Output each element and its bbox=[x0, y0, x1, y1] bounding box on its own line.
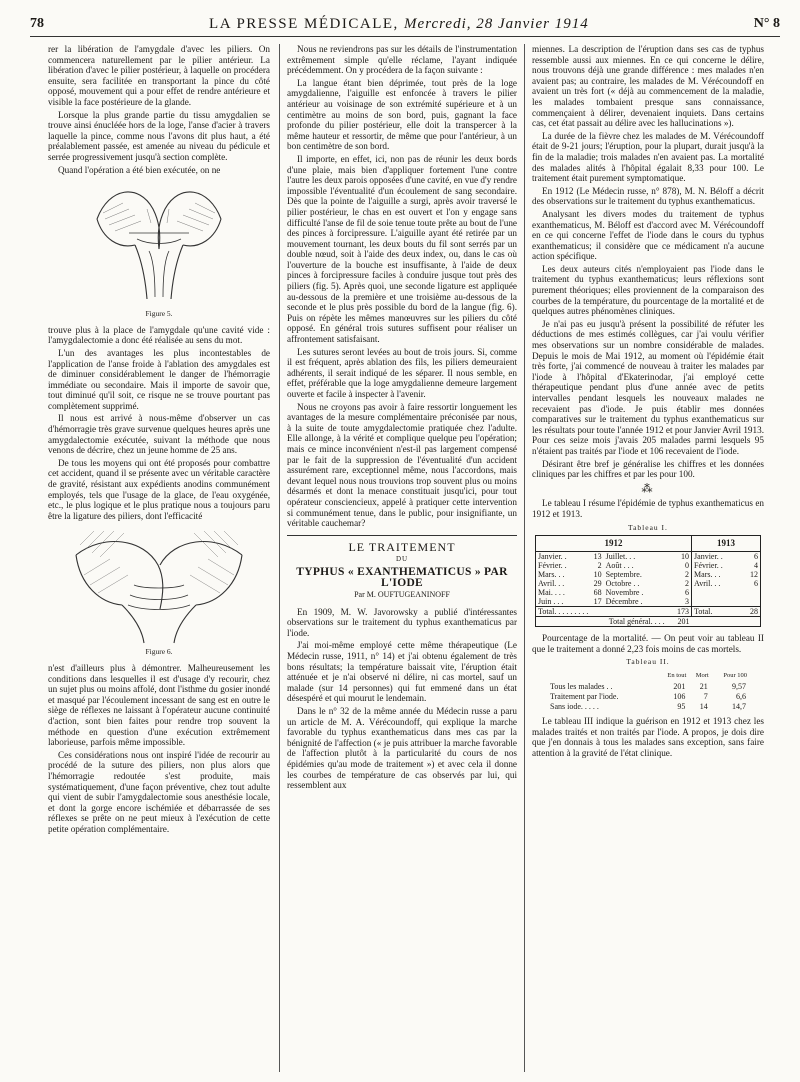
table-total-1913: 28 bbox=[742, 607, 761, 617]
table-cell: 95 bbox=[677, 701, 686, 711]
table-total-row bbox=[536, 607, 761, 617]
article-divider bbox=[287, 535, 517, 536]
table-header-row bbox=[548, 670, 748, 682]
issue-number: N° 8 bbox=[753, 16, 780, 31]
figure-6-caption: Figure 6. bbox=[145, 647, 173, 657]
paragraph: Je n'ai pas eu jusqu'à présent la possibilité de réfuter les déductions de mes estimés collègues, car j'ai voulu vérifier mes observations sur un nombre considérable de malades. Depuis le mois de Mai 1912, au moment où l'épidémie était très forte, j'ai commencé de nouveau à traiter les malades par l'iode à l'hôpital d'Ekaterinodar, j'ai employé cette thérapeutique pendant plus d'une année avec de petits intervalles pendant lesquels les nouveaux malades ne recevaient pas d'iode. Je puis établir mes données comparatives sur le traitement du typhus exanthematicus sur les résultats pour toute l'année 1912 et pour Janvier Avril 1913. Pour ces seize mois j'avais 205 malades parmi lesquels 95 n'étaient pas traités par l'iode et 106 recevaient de l'iode. bbox=[532, 318, 764, 456]
table-grand-total: 201 bbox=[667, 617, 692, 627]
table-cell: 106 bbox=[673, 691, 686, 701]
table-cell: 10 bbox=[593, 570, 602, 580]
table-cell: 6 bbox=[754, 552, 758, 562]
table-cell: Juillet. . . bbox=[605, 552, 636, 562]
table-cell: Traitement par l'iode. bbox=[550, 691, 619, 701]
table-cell: Avril. . . bbox=[694, 579, 721, 589]
table-header: En tout bbox=[667, 671, 687, 679]
table-cell: 17 bbox=[593, 597, 602, 607]
table-total-label: Total. bbox=[692, 607, 742, 617]
table-cell: Janvier. . bbox=[694, 552, 723, 562]
paragraph: J'ai moi-même employé cette même thérapeutique (Le Médecin russe, 1911, n° 14) et j'ai obtenu également de très bons résultats; la température baissait vite, l'éruption était atténuée et je n'ai observé ni délire, ni cas mortel, sauf un malade (sur 14 personnes) qui fut emmené dans un état désespéré et qui mourut le lendemain. bbox=[287, 640, 517, 704]
paragraph: miennes. La description de l'éruption dans ses cas de typhus ressemble aussi aux miennes. En ce qui concerne le délire, nous trouvons déjà une grande différence : mes malades n'en avaient pas; au contraire, les malades de M. Vérécoundoff en avaient un très fort (« déjà au commencement de la maladie, les malades tombaient presque sans connaissance, commençaient à délirer, devenaient inquiets. Dans certains cas, cet état passait au délire avec les hallucinations »). bbox=[532, 44, 764, 129]
paragraph: En 1909, M. W. Javorowsky a publié d'intéressantes observations sur le traitement du typhus exanthematicus par l'iode. bbox=[287, 606, 517, 638]
table-1-caption: Tableau I. bbox=[628, 522, 668, 532]
section-asterism: ⁂ bbox=[641, 482, 655, 495]
table-cell: Décembre . bbox=[605, 597, 643, 607]
figure-5-caption: Figure 5. bbox=[145, 309, 173, 319]
paragraph: La langue étant bien déprimée, tout près de la loge amygdalienne, l'aiguille est enfoncée à travers le pilier antérieur au voisinage de son extrémité supérieure et à un centimètre au moins de son bord, puis, gagnant la face profonde du pilier postérieur, elle doit la transpercer à la même hauteur et ressortir, de même que pour l'antérieur, à un bon centimètre de son bord. bbox=[287, 77, 517, 152]
table-cell: Février. . bbox=[694, 561, 723, 571]
column-separator bbox=[524, 44, 525, 1072]
column-separator bbox=[279, 44, 280, 1072]
table-cell: Août . . . bbox=[605, 561, 634, 571]
table-cell: 4 bbox=[754, 561, 758, 571]
table-row bbox=[548, 692, 748, 702]
paragraph: Le tableau III indique la guérison en 1912 et 1913 chez les malades traités et non traités par l'iode. A propos, je dois dire que j'en donnais à tous les malades sans exception, sans faire attention à la gravité de l'état clinique. bbox=[532, 715, 764, 758]
table-grand-total-row bbox=[536, 617, 761, 627]
journal-title: LA PRESSE MÉDICALE, Mercredi, 28 Janvier 1914 bbox=[209, 15, 589, 32]
table-row bbox=[536, 588, 761, 597]
paragraph: Nous ne croyons pas avoir à faire ressortir longuement les avantages de la mesure complémentaire préconisée par nous, à la suite de toute amygdalectomie pratiquée chez l'adulte. Elle allonge, à la vérité et complique quelque peu l'opération; mais ce mince inconvénient n'est-il pas largement compensé par le fait de la suppression de l'éventualité d'un accident assurément rare, exceptionnel même, nous l'accordons, mais devant lequel nous nous trouvions trop souvent plus ou moins désarmés et dont la menace constituait jusqu'ici, pour tout opérateur consciencieux, appelé à pratiquer cette intervention si communément tenue, dans le public, pour insignifiante, un véritable cauchemar? bbox=[287, 401, 517, 529]
table-total-1912: 173 bbox=[667, 607, 692, 617]
table-cell: Mars. . . bbox=[694, 570, 721, 580]
paragraph: Ces considérations nous ont inspiré l'idée de recourir au procédé de la suture des piliers, non plus alors que l'hémorragie redoutée s'est produite, mais systématiquement, d'une façon préventive, chez tout adulte qui vient de subir l'amygdalectomie sous anesthésie locale, et dont la gorge encore ischémiée et débarrassée de ses réflexes se prête on ne peut mieux à l'exécution de cette petite opération complémentaire. bbox=[48, 749, 270, 834]
table-header bbox=[548, 670, 656, 682]
table-cell: 21 bbox=[699, 681, 708, 691]
table-1 bbox=[535, 535, 761, 627]
paragraph: Désirant être bref je généralise les chiffres et les données cliniques par les chiffres et par les pour 100. bbox=[532, 458, 764, 480]
table-cell bbox=[692, 588, 742, 597]
paragraph: Analysant les divers modes du traitement de typhus exanthematicus, M. Béloff est d'accord avec M. Vérécoundoff en ce qui concerne l'effet de l'iode dans le cours du typhus exanthematicus; il considère que ce médicament n'a aucune action spécifique. bbox=[532, 208, 764, 262]
table-cell: 201 bbox=[673, 681, 686, 691]
paragraph: Les deux auteurs cités n'employaient pas l'iode dans le traitement du typhus exanthematicus; leurs réflexions sont purement théoriques; elles proviennent de la comparaison des courbes de la température, du pourcentage de la mortalité et de quelques autres phénomènes cliniques. bbox=[532, 263, 764, 317]
table-cell: 29 bbox=[593, 579, 602, 589]
table-row bbox=[536, 552, 761, 562]
table-cell: Tous les malades . . bbox=[550, 681, 613, 691]
table-cell: 14 bbox=[699, 701, 708, 711]
paragraph: Lorsque la plus grande partie du tissu amygdalien se trouve ainsi énucléée hors de la loge, l'anse d'acier à travers laquelle la pince, comme nous l'avons dit plus haut, a été préalablement passée, est amenée au niveau du pédicule et serrée progressivement jusqu'à section complète. bbox=[48, 109, 270, 162]
paragraph: Pourcentage de la mortalité. — On peut voir au tableau II que le traitement a donné 2,23 fois moins de cas mortels. bbox=[532, 633, 764, 654]
table-cell: 6,6 bbox=[736, 691, 746, 701]
column-3 bbox=[532, 44, 764, 1074]
issue-date: Mercredi, 28 Janvier 1914 bbox=[404, 15, 589, 32]
table-cell: 2 bbox=[597, 561, 602, 571]
paragraph: Nous ne reviendrons pas sur les détails de l'instrumentation extrêmement simple qu'elle réclame, l'ayant indiquée précédemment. On y procédera de la façon suivante : bbox=[287, 44, 517, 76]
table-cell: Mai. . . . bbox=[538, 588, 565, 598]
article-title: LE TRAITEMENT bbox=[348, 539, 456, 554]
table-year-header: 1913 bbox=[692, 536, 761, 552]
column-2 bbox=[287, 44, 517, 1074]
table-cell: 14,7 bbox=[732, 701, 746, 711]
table-cell: 6 bbox=[754, 579, 758, 589]
paragraph: Dans le n° 32 de la même année du Médecin russe a paru un article de M. A. Vérécoundoff, qui explique la marche favorable du typhus exanthematicus dans mes cas par la bénignité de l'affection (« je puis attribuer la marche favorable de l'affection plutôt à la particularité du cours de nos épidémies qu'au mode de traitement ») et avec cela il donne les courbes de température de cas observés par lui, qui ressemblent aux bbox=[287, 706, 517, 791]
table-cell bbox=[742, 597, 761, 607]
table-cell bbox=[742, 588, 761, 597]
article-title-du: DU bbox=[395, 555, 409, 564]
table-cell: 7 bbox=[703, 691, 708, 701]
running-header bbox=[30, 12, 780, 37]
table-row bbox=[536, 570, 761, 579]
paragraph: Il importe, en effet, ici, non pas de réunir les deux bords d'une plaie, mais bien d'appliquer fortement l'une contre l'autre les deux parois opposées d'une cavité, en vue d'y rendre impossible l'éventualité d'un écoulement de sang secondaire. Dès que la pointe de l'aiguille a surgi, après avoir traversé le pilier postérieur, le chas en est ouvert et l'on y engage sans difficulté l'anse de fil de soie tenue toute prête au bout de l'une des pinces à forcipressure. L'aiguille ayant été retirée par un mouvement tournant, les deux bouts du fil sont serrés par un double nœud, soit à l'aide des deux index, ou, dans le cas où l'ouverture de la bouche est insuffisante, à l'aide de deux pinces à forcipressure faciles à conduire jusque tout près des piliers (fig. 5). Après quoi, une seconde ligature est appliquée au-dessous de la première et une troisième au-dessous de la seconde et le plus près possible du bord de la langue (fig. 6). Puis on répète les mêmes manœuvres sur les piliers du côté opposé. En général trois sutures suffisent pour réaliser un affrontement satisfaisant. bbox=[287, 153, 517, 345]
table-cell: Sans iode. . . . . bbox=[550, 701, 599, 711]
paragraph: Il nous est arrivé à nous-même d'observer un cas d'hémorragie très grave survenue quelques heures après une amygdalectomie exécutée, suivant la méthode que nous venons de décrire, chez un jeune homme de 25 ans. bbox=[48, 413, 270, 456]
figure-6 bbox=[48, 525, 270, 645]
table-2-caption: Tableau II. bbox=[626, 657, 670, 667]
table-row bbox=[536, 597, 761, 607]
article-author: Par M. OUFTUGEANINOFF bbox=[354, 590, 450, 600]
throat-suture-illustration bbox=[89, 179, 229, 307]
table-cell: Juin . . . bbox=[538, 597, 564, 607]
article-heading bbox=[287, 539, 517, 601]
table-cell: 13 bbox=[593, 552, 602, 562]
table-cell: 68 bbox=[593, 588, 602, 598]
table-grand-total-label: Total général. . . . bbox=[536, 617, 667, 627]
table-cell: 10 bbox=[667, 552, 692, 562]
throat-ligature-illustration bbox=[64, 525, 254, 645]
table-header: Mort bbox=[695, 671, 709, 679]
table-cell: Avril. . . bbox=[538, 579, 565, 589]
table-cell: Octobre . . bbox=[605, 579, 640, 589]
paragraph: rer la libération de l'amygdale d'avec les piliers. On commencera naturellement par le pilier antérieur. La libération d'avec le pilier postérieur, à laquelle on procédera ensuite, sera facilitée en transportant la pince du côté opposé, mouvement qui a pour effet de rendre antérieure et visible la face postérieure de la glande. bbox=[48, 44, 270, 107]
article-subtitle: TYPHUS « EXANTHEMATICUS » PAR L'IODE bbox=[296, 565, 508, 589]
table-2 bbox=[548, 670, 748, 712]
table-cell: Janvier. . bbox=[538, 552, 567, 562]
table-cell: 3 bbox=[667, 597, 692, 607]
table-row bbox=[536, 579, 761, 588]
table-cell: Mars. . . bbox=[538, 570, 565, 580]
column-1 bbox=[48, 44, 270, 1074]
table-cell: 2 bbox=[667, 579, 692, 588]
table-cell: Novembre . bbox=[605, 588, 644, 598]
table-header: Pour 100 bbox=[723, 671, 747, 679]
table-year-header: 1912 bbox=[536, 536, 692, 552]
paragraph: L'un des avantages les plus incontestables de l'application de l'anse froide à l'ablation des amygdales est de diminuer considérablement le danger de l'hémorragie immédiate ou secondaire. Mais il importe de savoir que, tout diminué qu'il soit, ce risque ne se trouve pourtant pas complètement supprimé. bbox=[48, 347, 270, 411]
table-cell: 9,57 bbox=[732, 681, 746, 691]
table-cell bbox=[692, 597, 742, 607]
table-row bbox=[536, 561, 761, 570]
figure-5 bbox=[48, 179, 270, 307]
paragraph: En 1912 (Le Médecin russe, n° 878), M. N. Béloff a décrit des observations sur le traitement du typhus exanthematicus. bbox=[532, 185, 764, 207]
paragraph: Quand l'opération a été bien exécutée, on ne bbox=[58, 164, 221, 175]
paragraph: La durée de la fièvre chez les malades de M. Vérécoundoff était de 9-21 jours; l'éruption, pour la plupart, durait jusqu'à la fin de la maladie; trois malades n'en avaient pas. La mortalité des malades alités à l'hôpital égalait 8,33 pour 100. Le traitement était purement symptomatique. bbox=[532, 130, 764, 184]
paragraph: Le tableau I résume l'épidémie de typhus exanthematicus en 1912 et 1913. bbox=[532, 498, 764, 519]
paragraph: Les sutures seront levées au bout de trois jours. Si, comme il est fréquent, après ablation des fils, les piliers demeuraient adhérents, il serait indiqué de les séparer. Il nous semble, en effet, préférable que la loge amygdalienne demeure largement ouverte et facile à inspecter à l'avenir. bbox=[287, 346, 517, 399]
table-cell: Février. . bbox=[538, 561, 567, 571]
table-cell: 2 bbox=[667, 570, 692, 579]
table-cell: Septembre. bbox=[605, 570, 642, 580]
table-row bbox=[548, 682, 748, 692]
paragraph: n'est d'ailleurs plus à démontrer. Malheureusement les conditions dans lesquelles il est d'usage d'y recourir, chez un sujet plus ou moins affolé, dont l'isthme du gosier inondé et masqué par l'écoulement incessant de sang est en outre le siège de réflexes ne laissant à l'opérateur aucune continuité d'action, sont bien faites pour rendre trop souvent la méthode en question d'une exécution extrêmement laborieuse, parfois même impossible. bbox=[48, 663, 270, 748]
table-cell: 12 bbox=[750, 570, 758, 580]
page-number: 78 bbox=[30, 16, 44, 31]
table-cell: 6 bbox=[667, 588, 692, 597]
paragraph: De tous les moyens qui ont été proposés pour combattre cet accident, quand il se présente avec un véritable caractère de gravité, résistant aux expédients anodins communément employés, tels que l'usage de la glace, de l'eau oxygénée, etc., le plus logique et le plus pratique nous a toujours paru être la ligature des piliers, dont l'efficacité bbox=[48, 457, 270, 521]
table-row bbox=[548, 702, 748, 712]
paragraph: trouve plus à la place de l'amygdale qu'une cavité vide : l'amygdalectomie a donc été réalisée au sens du mot. bbox=[48, 324, 270, 346]
table-total-label: Total. . . . . . . . . bbox=[536, 607, 667, 617]
table-cell: 0 bbox=[667, 561, 692, 570]
